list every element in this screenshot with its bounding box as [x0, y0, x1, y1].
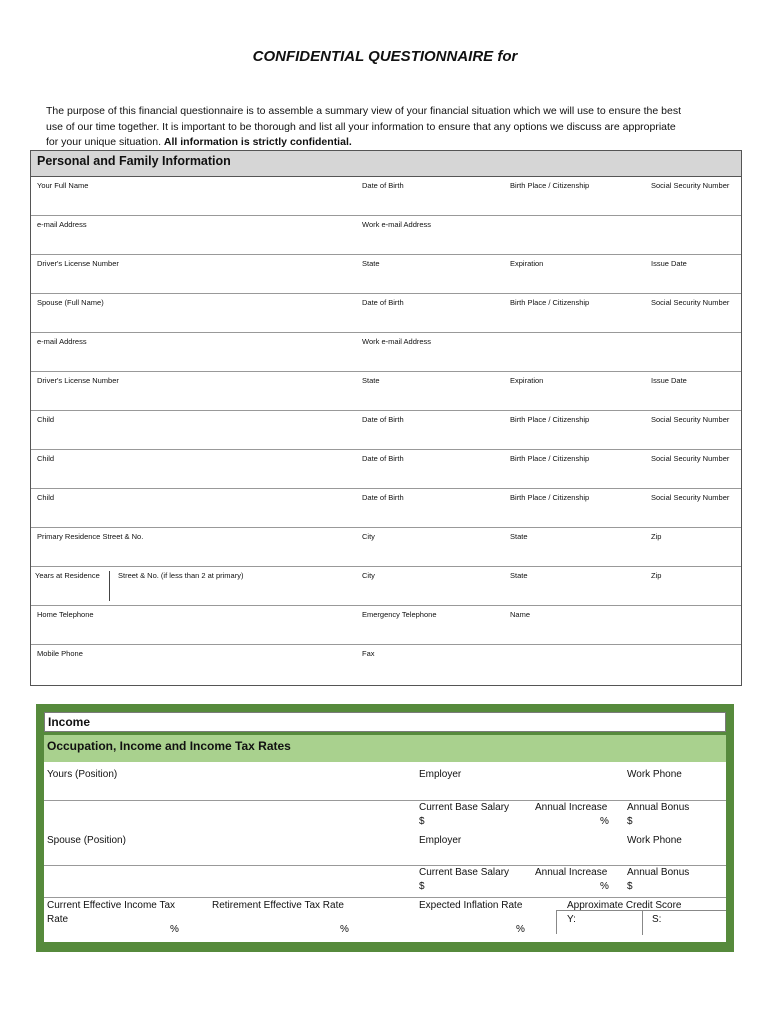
field-label: Date of Birth [362, 454, 404, 463]
yours-position-label[interactable]: Yours (Position) [47, 769, 118, 780]
row-divider [44, 865, 726, 866]
row-child-2[interactable] [31, 450, 741, 489]
field-label: Birth Place / Citizenship [510, 493, 590, 502]
income-header: Income [44, 712, 726, 732]
row-child-1[interactable] [31, 411, 741, 450]
confidential-note: All information is strictly confidential. [163, 136, 352, 148]
field-label: Social Security Number [651, 298, 730, 307]
employer-label[interactable]: Employer [419, 769, 462, 780]
spouse-current-base-salary-label[interactable]: Current Base Salary [419, 867, 510, 878]
row-drivers-license[interactable] [31, 255, 741, 294]
field-label: Driver's License Number [37, 376, 119, 385]
field-label: Child [37, 493, 55, 502]
document-title: CONFIDENTIAL QUESTIONNAIRE for [252, 48, 518, 65]
field-label: City [362, 571, 375, 580]
field-label: Issue Date [651, 376, 687, 385]
field-label: Social Security Number [651, 415, 730, 424]
row-divider [44, 800, 726, 801]
field-label: Date of Birth [362, 493, 404, 502]
field-label: Emergency Telephone [362, 610, 437, 619]
intro-paragraph [46, 104, 706, 151]
field-label: Social Security Number [651, 454, 730, 463]
spouse-position-label[interactable]: Spouse (Position) [47, 835, 126, 846]
credit-score-box [556, 910, 726, 934]
current-effective-tax-label-2: Rate [47, 914, 69, 925]
field-label: State [510, 571, 528, 580]
column-divider [109, 571, 110, 601]
field-label: City [362, 532, 375, 541]
salary-dollar-sign: $ [419, 816, 425, 827]
field-label: State [362, 259, 380, 268]
row-spouse-name[interactable] [31, 294, 741, 333]
field-label: Zip [651, 571, 662, 580]
income-section [36, 704, 734, 952]
increase-percent-sign: % [600, 816, 609, 827]
spouse-increase-percent-sign: % [600, 881, 609, 892]
row-primary-residence[interactable] [31, 528, 741, 567]
income-body [44, 762, 726, 942]
field-label: Work e-mail Address [362, 220, 432, 229]
intro-line-3: for your unique situation. All information is strictly confidential. [46, 136, 352, 148]
row-spouse-drivers-license[interactable] [31, 372, 741, 411]
field-label: Spouse (Full Name) [37, 298, 104, 307]
field-label: Date of Birth [362, 181, 404, 190]
credit-score-label: Approximate Credit Score [567, 900, 682, 911]
field-label: State [510, 532, 528, 541]
field-label: Zip [651, 532, 662, 541]
spouse-salary-dollar-sign: $ [419, 881, 425, 892]
field-label: e-mail Address [37, 220, 87, 229]
field-label: Child [37, 454, 55, 463]
row-email[interactable] [31, 216, 741, 255]
years-at-residence-label: Years at Residence [35, 571, 100, 580]
field-label: Mobile Phone [37, 649, 83, 658]
credit-score-divider [642, 911, 643, 935]
field-label: Birth Place / Citizenship [510, 454, 590, 463]
personal-section-header: Personal and Family Information [31, 151, 741, 177]
inflation-percent-sign: % [516, 924, 525, 935]
intro-line-2: use of our time together. It is important to be thorough and list all your information to ensure that any options we discuss are appropriate [46, 120, 676, 133]
field-label: Date of Birth [362, 298, 404, 307]
field-label: Work e-mail Address [362, 337, 432, 346]
field-label: Social Security Number [651, 493, 730, 502]
field-label: Birth Place / Citizenship [510, 415, 590, 424]
row-child-3[interactable] [31, 489, 741, 528]
current-tax-percent-sign: % [170, 924, 179, 935]
retirement-tax-label[interactable]: Retirement Effective Tax Rate [212, 900, 344, 911]
field-label: State [362, 376, 380, 385]
row-spouse-email[interactable] [31, 333, 741, 372]
row-divider [44, 897, 726, 898]
credit-score-yours[interactable]: Y: [567, 914, 576, 925]
field-label: Birth Place / Citizenship [510, 298, 590, 307]
spouse-annual-increase-label[interactable]: Annual Increase [535, 867, 608, 878]
expected-inflation-label[interactable]: Expected Inflation Rate [419, 900, 523, 911]
annual-increase-label[interactable]: Annual Increase [535, 802, 608, 813]
field-label: Name [510, 610, 531, 619]
personal-family-section [30, 150, 742, 686]
field-label: Issue Date [651, 259, 687, 268]
spouse-bonus-dollar-sign: $ [627, 881, 633, 892]
field-label: Fax [362, 649, 375, 658]
spouse-employer-label[interactable]: Employer [419, 835, 462, 846]
current-effective-tax-label[interactable]: Current Effective Income Tax [47, 900, 176, 911]
retirement-tax-percent-sign: % [340, 924, 349, 935]
field-label: Date of Birth [362, 415, 404, 424]
row-years-at-residence[interactable] [31, 567, 741, 606]
field-label: Driver's License Number [37, 259, 119, 268]
field-label: Birth Place / Citizenship [510, 181, 590, 190]
row-your-name[interactable] [31, 177, 741, 216]
work-phone-label[interactable]: Work Phone [627, 769, 682, 780]
occupation-subheader: Occupation, Income and Income Tax Rates [44, 735, 726, 762]
spouse-annual-bonus-label[interactable]: Annual Bonus [627, 867, 690, 878]
field-label: Expiration [510, 376, 544, 385]
street-if-less-label: Street & No. (if less than 2 at primary) [118, 571, 244, 580]
field-label: Social Security Number [651, 181, 730, 190]
field-label: e-mail Address [37, 337, 87, 346]
credit-score-spouse[interactable]: S: [652, 914, 662, 925]
annual-bonus-label[interactable]: Annual Bonus [627, 802, 690, 813]
field-label: Your Full Name [37, 181, 89, 190]
row-mobile-phone[interactable] [31, 645, 741, 684]
field-label: Child [37, 415, 55, 424]
spouse-work-phone-label[interactable]: Work Phone [627, 835, 682, 846]
field-label: Primary Residence Street & No. [37, 532, 144, 541]
current-base-salary-label[interactable]: Current Base Salary [419, 802, 510, 813]
field-label: Expiration [510, 259, 544, 268]
intro-line-1: The purpose of this financial questionnaire is to assemble a summary view of your financial situation which we will use to ensure the best [46, 105, 681, 117]
bonus-dollar-sign: $ [627, 816, 633, 827]
field-label: Home Telephone [37, 610, 94, 619]
personal-rows [31, 177, 741, 684]
row-home-telephone[interactable] [31, 606, 741, 645]
